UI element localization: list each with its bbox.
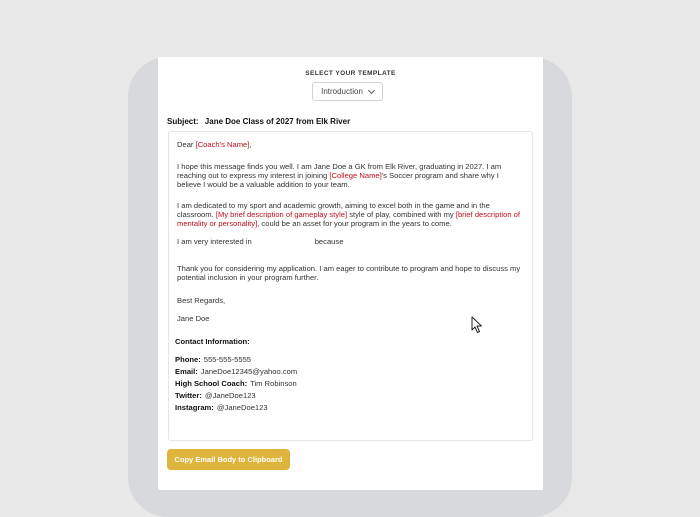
p3-text-b: because xyxy=(314,237,344,246)
contact-instagram xyxy=(175,403,524,412)
college-name-placeholder: [College Name] xyxy=(329,171,382,180)
contact-heading: Contact Information: xyxy=(175,337,250,346)
mouse-pointer-icon xyxy=(471,316,483,334)
copy-email-button[interactable]: Copy Email Body to Clipboard xyxy=(167,449,290,470)
p2-text-c: , could be an asset for your program in the years to come. xyxy=(257,219,452,228)
contact-twitter xyxy=(175,391,524,400)
paragraph-dedication xyxy=(177,201,524,228)
subject-line xyxy=(167,117,350,126)
email-template-card xyxy=(158,57,543,490)
template-selected-value: Introduction xyxy=(321,87,363,96)
template-select[interactable] xyxy=(312,82,383,101)
contact-email xyxy=(175,367,524,376)
instagram-label: Instagram: xyxy=(175,403,214,412)
subject-value: Jane Doe Class of 2027 from Elk River xyxy=(204,117,351,126)
coach-name-placeholder: [Coach's Name] xyxy=(195,140,250,149)
template-label: SELECT YOUR TEMPLATE xyxy=(305,70,396,77)
email-label: Email: xyxy=(175,367,198,376)
coach-value: Tim Robinson xyxy=(250,379,297,388)
contact-coach xyxy=(175,379,524,388)
p1-text-b: 's Soccer program and share why I believe I would be a valuable addition to your team. xyxy=(177,171,499,189)
contact-phone xyxy=(175,355,524,364)
gameplay-placeholder: [My brief description of gameplay style] xyxy=(215,210,348,219)
paragraph-intro xyxy=(177,162,524,189)
paragraph-thanks: Thank you for considering my application. I am eager to contribute to program and hope to discuss my potential inclusion in your program further. xyxy=(177,264,521,282)
greeting xyxy=(177,140,524,149)
phone-value: 555-555-5555 xyxy=(203,355,252,364)
twitter-label: Twitter: xyxy=(175,391,202,400)
p2-text-a: I am dedicated to my sport and academic growth, aiming to excel both in the game and in the classroom. xyxy=(177,201,490,219)
phone-label: Phone: xyxy=(175,355,201,364)
greeting-suffix: , xyxy=(249,140,252,149)
closing: Best Regards, xyxy=(177,296,226,305)
twitter-value: @JaneDoe123 xyxy=(204,391,256,400)
p3-text-a: I am very interested in xyxy=(177,237,252,246)
greeting-text: Dear xyxy=(177,140,196,149)
paragraph-interest xyxy=(177,237,524,246)
email-body[interactable] xyxy=(168,131,533,441)
mentality-placeholder: [brief description of mentality or personality] xyxy=(177,210,521,228)
p2-text-b: style of play, combined with my xyxy=(347,210,456,219)
contact-list xyxy=(175,355,524,412)
coach-label: High School Coach: xyxy=(175,379,248,388)
subject-label: Subject: xyxy=(167,117,199,126)
email-value: JaneDoe12345@yahoo.com xyxy=(200,367,298,376)
chevron-down-icon xyxy=(368,86,375,93)
instagram-value: @JaneDoe123 xyxy=(216,403,268,412)
p1-text-a: I hope this message finds you well. I am Jane Doe a GK from Elk River, graduating in 2027. I am reaching out to express my interest in joining xyxy=(177,162,502,180)
signature: Jane Doe xyxy=(177,314,210,323)
